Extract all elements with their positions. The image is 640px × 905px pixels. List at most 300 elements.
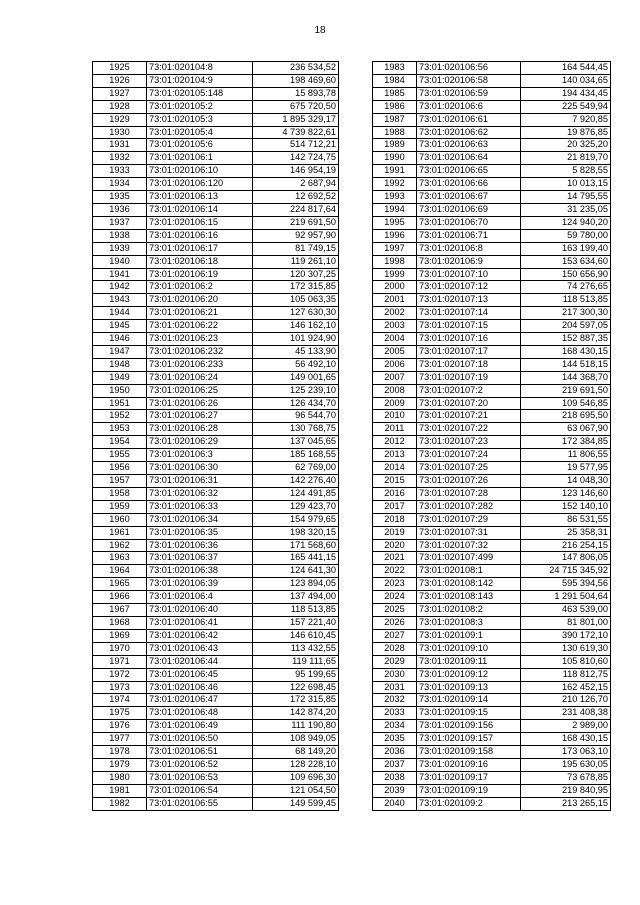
cadastral-number-cell: 73:01:020106:16 [147,229,253,242]
value-cell: 146 610,45 [253,629,339,642]
table-row [373,629,611,642]
table-row [373,784,611,797]
value-cell: 231 408,38 [521,707,611,720]
row-number-cell: 2004 [373,333,417,346]
value-cell: 95 199,65 [253,668,339,681]
table-row [93,216,339,229]
row-number-cell: 2013 [373,449,417,462]
row-number-cell: 1991 [373,165,417,178]
cadastral-number-cell: 73:01:020106:36 [147,539,253,552]
value-cell: 19 577,95 [521,462,611,475]
cadastral-number-cell: 73:01:020106:46 [147,681,253,694]
value-cell: 20 325,20 [521,139,611,152]
row-number-cell: 2010 [373,410,417,423]
row-number-cell: 1968 [93,616,147,629]
table-row [93,113,339,126]
table-row [93,320,339,333]
table-row [373,384,611,397]
row-number-cell: 1966 [93,591,147,604]
row-number-cell: 1990 [373,152,417,165]
cadastral-number-cell: 73:01:020106:35 [147,526,253,539]
cadastral-number-cell: 73:01:020106:120 [147,178,253,191]
cadastral-number-cell: 73:01:020106:55 [147,797,253,810]
table-row [93,591,339,604]
value-cell: 146 162,10 [253,320,339,333]
value-cell: 217 300,30 [521,307,611,320]
cadastral-number-cell: 73:01:020106:30 [147,462,253,475]
table-row [93,758,339,771]
row-number-cell: 1936 [93,203,147,216]
cadastral-number-cell: 73:01:020106:52 [147,758,253,771]
value-cell: 15 893,78 [253,87,339,100]
row-number-cell: 1963 [93,552,147,565]
value-cell: 119 111,65 [253,655,339,668]
row-number-cell: 2026 [373,616,417,629]
row-number-cell: 1964 [93,565,147,578]
row-number-cell: 1943 [93,294,147,307]
table-row [93,462,339,475]
value-cell: 168 430,15 [521,345,611,358]
row-number-cell: 1930 [93,126,147,139]
cadastral-number-cell: 73:01:020106:59 [417,87,521,100]
value-cell: 163 199,40 [521,242,611,255]
row-number-cell: 1945 [93,320,147,333]
row-number-cell: 1925 [93,62,147,75]
value-cell: 157 221,40 [253,616,339,629]
table-row [373,268,611,281]
table-row [373,281,611,294]
value-cell: 86 531,55 [521,513,611,526]
cadastral-number-cell: 73:01:020106:27 [147,410,253,423]
table-row [93,165,339,178]
cadastral-number-cell: 73:01:020107:32 [417,539,521,552]
row-number-cell: 1974 [93,694,147,707]
row-number-cell: 1972 [93,668,147,681]
cadastral-number-cell: 73:01:020107:10 [417,268,521,281]
value-cell: 185 168,55 [253,449,339,462]
cadastral-number-cell: 73:01:020108:3 [417,616,521,629]
table-row [93,178,339,191]
row-number-cell: 1962 [93,539,147,552]
table-row [93,87,339,100]
cadastral-number-cell: 73:01:020106:39 [147,578,253,591]
table-row [373,487,611,500]
row-number-cell: 1995 [373,216,417,229]
row-number-cell: 1929 [93,113,147,126]
row-number-cell: 1981 [93,784,147,797]
cadastral-number-cell: 73:01:020106:54 [147,784,253,797]
row-number-cell: 1956 [93,462,147,475]
table-row [93,397,339,410]
cadastral-number-cell: 73:01:020106:26 [147,397,253,410]
table-row [373,255,611,268]
page-number: 18 [314,25,326,36]
table-row [373,552,611,565]
row-number-cell: 1997 [373,242,417,255]
value-cell: 149 599,45 [253,797,339,810]
cadastral-number-cell: 73:01:020107:26 [417,475,521,488]
value-cell: 172 315,85 [253,694,339,707]
value-cell: 118 513,85 [253,604,339,617]
cadastral-number-cell: 73:01:020106:9 [417,255,521,268]
row-number-cell: 2033 [373,707,417,720]
value-cell: 10 013,15 [521,178,611,191]
row-number-cell: 2015 [373,475,417,488]
row-number-cell: 1940 [93,255,147,268]
value-cell: 109 546,85 [521,397,611,410]
cadastral-number-cell: 73:01:020105:3 [147,113,253,126]
table-row [373,191,611,204]
value-cell: 4 739 822,61 [253,126,339,139]
value-cell: 172 315,85 [253,281,339,294]
value-cell: 172 384,85 [521,436,611,449]
row-number-cell: 2035 [373,733,417,746]
table-row [93,604,339,617]
table-row [373,681,611,694]
cadastral-number-cell: 73:01:020106:44 [147,655,253,668]
cadastral-number-cell: 73:01:020106:233 [147,358,253,371]
cadastral-number-cell: 73:01:020106:64 [417,152,521,165]
cadastral-number-cell: 73:01:020107:14 [417,307,521,320]
value-cell: 118 812,75 [521,668,611,681]
cadastral-number-cell: 73:01:020107:20 [417,397,521,410]
table-row [373,694,611,707]
cadastral-number-cell: 73:01:020106:14 [147,203,253,216]
table-row [93,371,339,384]
table-row [93,655,339,668]
value-cell: 168 430,15 [521,733,611,746]
table-row [93,668,339,681]
value-cell: 12 692,52 [253,191,339,204]
cadastral-number-cell: 73:01:020106:43 [147,642,253,655]
table-row [373,475,611,488]
cadastral-number-cell: 73:01:020106:19 [147,268,253,281]
row-number-cell: 2038 [373,771,417,784]
table-row [373,771,611,784]
value-cell: 14 048,30 [521,475,611,488]
row-number-cell: 1939 [93,242,147,255]
table-row [373,539,611,552]
row-number-cell: 1971 [93,655,147,668]
row-number-cell: 2008 [373,384,417,397]
row-number-cell: 2021 [373,552,417,565]
value-cell: 68 149,20 [253,746,339,759]
table-row [93,552,339,565]
value-cell: 130 619,30 [521,642,611,655]
row-number-cell: 1941 [93,268,147,281]
table-row [373,229,611,242]
table-row [93,513,339,526]
table-row [93,384,339,397]
table-row [93,487,339,500]
value-cell: 1 895 329,17 [253,113,339,126]
table-row [93,191,339,204]
cadastral-number-cell: 73:01:020109:16 [417,758,521,771]
row-number-cell: 2005 [373,345,417,358]
table-row [93,100,339,113]
table-row [373,423,611,436]
cadastral-number-cell: 73:01:020109:1 [417,629,521,642]
row-number-cell: 1979 [93,758,147,771]
value-cell: 21 819,70 [521,152,611,165]
value-cell: 25 358,31 [521,526,611,539]
table-row [93,771,339,784]
row-number-cell: 1967 [93,604,147,617]
row-number-cell: 1985 [373,87,417,100]
value-cell: 123 146,60 [521,487,611,500]
value-cell: 120 307,25 [253,268,339,281]
cadastral-number-cell: 73:01:020107:19 [417,371,521,384]
value-cell: 124 491,85 [253,487,339,500]
table-row [373,165,611,178]
cadastral-number-cell: 73:01:020105:6 [147,139,253,152]
row-number-cell: 1965 [93,578,147,591]
row-number-cell: 1947 [93,345,147,358]
cadastral-number-cell: 73:01:020106:58 [417,74,521,87]
table-row [373,242,611,255]
table-row [93,449,339,462]
table-row [373,526,611,539]
value-cell: 63 067,90 [521,423,611,436]
value-cell: 1 291 504,64 [521,591,611,604]
table-row [373,655,611,668]
value-cell: 62 769,00 [253,462,339,475]
table-row [373,345,611,358]
table-row [373,307,611,320]
row-number-cell: 2020 [373,539,417,552]
value-cell: 390 172,10 [521,629,611,642]
row-number-cell: 1938 [93,229,147,242]
row-number-cell: 1952 [93,410,147,423]
row-number-cell: 1970 [93,642,147,655]
row-number-cell: 1933 [93,165,147,178]
cadastral-number-cell: 73:01:020106:24 [147,371,253,384]
cadastral-number-cell: 73:01:020106:232 [147,345,253,358]
value-cell: 198 320,15 [253,526,339,539]
value-cell: 152 140,10 [521,500,611,513]
cadastral-number-cell: 73:01:020107:31 [417,526,521,539]
cadastral-number-cell: 73:01:020106:40 [147,604,253,617]
cadastral-number-cell: 73:01:020109:156 [417,720,521,733]
value-cell: 108 949,05 [253,733,339,746]
value-cell: 224 817,64 [253,203,339,216]
table-row [373,746,611,759]
table-row [373,720,611,733]
value-cell: 219 691,50 [521,384,611,397]
table-row [93,74,339,87]
table-row [373,294,611,307]
cadastral-number-cell: 73:01:020107:282 [417,500,521,513]
cadastral-number-cell: 73:01:020107:23 [417,436,521,449]
table-row [373,178,611,191]
value-cell: 216 254,15 [521,539,611,552]
table-row [93,307,339,320]
value-cell: 171 568,60 [253,539,339,552]
table-row [373,87,611,100]
row-number-cell: 2024 [373,591,417,604]
cadastral-number-cell: 73:01:020106:70 [417,216,521,229]
row-number-cell: 2027 [373,629,417,642]
row-number-cell: 1969 [93,629,147,642]
value-cell: 24 715 345,92 [521,565,611,578]
cadastral-number-cell: 73:01:020106:6 [417,100,521,113]
cadastral-number-cell: 73:01:020106:8 [417,242,521,255]
row-number-cell: 2000 [373,281,417,294]
value-cell: 124 940,20 [521,216,611,229]
table-row [93,616,339,629]
value-cell: 198 469,60 [253,74,339,87]
cadastral-number-cell: 73:01:020106:13 [147,191,253,204]
cadastral-number-cell: 73:01:020107:29 [417,513,521,526]
cadastral-number-cell: 73:01:020106:23 [147,333,253,346]
table-row [373,462,611,475]
row-number-cell: 2016 [373,487,417,500]
table-row [93,203,339,216]
cadastral-number-cell: 73:01:020109:13 [417,681,521,694]
cadastral-number-cell: 73:01:020107:25 [417,462,521,475]
value-cell: 31 235,05 [521,203,611,216]
cadastral-number-cell: 73:01:020109:17 [417,771,521,784]
cadastral-number-cell: 73:01:020109:19 [417,784,521,797]
value-cell: 147 806,05 [521,552,611,565]
row-number-cell: 2002 [373,307,417,320]
value-cell: 144 368,70 [521,371,611,384]
value-cell: 164 544,45 [521,62,611,75]
row-number-cell: 2029 [373,655,417,668]
row-number-cell: 1977 [93,733,147,746]
cadastral-number-cell: 73:01:020106:38 [147,565,253,578]
cadastral-number-cell: 73:01:020106:1 [147,152,253,165]
value-cell: 2 687,94 [253,178,339,191]
cadastral-number-cell: 73:01:020106:49 [147,720,253,733]
value-cell: 92 957,90 [253,229,339,242]
table-row [93,720,339,733]
cadastral-number-cell: 73:01:020108:1 [417,565,521,578]
row-number-cell: 1948 [93,358,147,371]
table-row [373,604,611,617]
row-number-cell: 2030 [373,668,417,681]
cadastral-number-cell: 73:01:020109:157 [417,733,521,746]
value-cell: 142 874,20 [253,707,339,720]
table-row [93,694,339,707]
row-number-cell: 2018 [373,513,417,526]
value-cell: 219 840,95 [521,784,611,797]
table-row [93,475,339,488]
value-cell: 101 924,90 [253,333,339,346]
value-cell: 125 239,10 [253,384,339,397]
row-number-cell: 1954 [93,436,147,449]
table-row [373,139,611,152]
value-cell: 152 887,35 [521,333,611,346]
row-number-cell: 2034 [373,720,417,733]
table-row [93,152,339,165]
value-cell: 675 720,50 [253,100,339,113]
cadastral-number-cell: 73:01:020106:2 [147,281,253,294]
cadastral-number-cell: 73:01:020106:25 [147,384,253,397]
row-number-cell: 1955 [93,449,147,462]
registry-table-right [372,61,611,811]
row-number-cell: 1927 [93,87,147,100]
value-cell: 5 828,55 [521,165,611,178]
cadastral-number-cell: 73:01:020107:16 [417,333,521,346]
cadastral-number-cell: 73:01:020106:4 [147,591,253,604]
row-number-cell: 1988 [373,126,417,139]
cadastral-number-cell: 73:01:020106:10 [147,165,253,178]
value-cell: 7 920,85 [521,113,611,126]
row-number-cell: 1994 [373,203,417,216]
table-row [373,74,611,87]
value-cell: 173 063,10 [521,746,611,759]
row-number-cell: 2001 [373,294,417,307]
row-number-cell: 1960 [93,513,147,526]
row-number-cell: 1999 [373,268,417,281]
table-row [373,62,611,75]
cadastral-number-cell: 73:01:020106:51 [147,746,253,759]
value-cell: 121 054,50 [253,784,339,797]
cadastral-number-cell: 73:01:020106:41 [147,616,253,629]
value-cell: 142 724,75 [253,152,339,165]
cadastral-number-cell: 73:01:020108:143 [417,591,521,604]
table-row [373,152,611,165]
cadastral-number-cell: 73:01:020106:62 [417,126,521,139]
cadastral-number-cell: 73:01:020104:9 [147,74,253,87]
row-number-cell: 1961 [93,526,147,539]
value-cell: 123 894,05 [253,578,339,591]
row-number-cell: 2028 [373,642,417,655]
value-cell: 96 544,70 [253,410,339,423]
table-row [373,216,611,229]
cadastral-number-cell: 73:01:020106:15 [147,216,253,229]
cadastral-number-cell: 73:01:020106:48 [147,707,253,720]
row-number-cell: 1957 [93,475,147,488]
cadastral-number-cell: 73:01:020106:45 [147,668,253,681]
table-row [373,371,611,384]
value-cell: 150 656,90 [521,268,611,281]
table-row [373,500,611,513]
value-cell: 126 434,70 [253,397,339,410]
cadastral-number-cell: 73:01:020105:148 [147,87,253,100]
value-cell: 146 954,19 [253,165,339,178]
cadastral-number-cell: 73:01:020105:4 [147,126,253,139]
registry-table-left [92,61,339,811]
row-number-cell: 1934 [93,178,147,191]
table-row [93,797,339,810]
row-number-cell: 1982 [93,797,147,810]
row-number-cell: 2040 [373,797,417,810]
row-number-cell: 2025 [373,604,417,617]
registry-table-left-body [93,62,339,811]
cadastral-number-cell: 73:01:020109:158 [417,746,521,759]
table-row [93,707,339,720]
value-cell: 154 979,65 [253,513,339,526]
value-cell: 59 780,00 [521,229,611,242]
value-cell: 45 133,90 [253,345,339,358]
value-cell: 514 712,21 [253,139,339,152]
cadastral-number-cell: 73:01:020106:53 [147,771,253,784]
row-number-cell: 1987 [373,113,417,126]
table-row [373,668,611,681]
cadastral-number-cell: 73:01:020106:29 [147,436,253,449]
table-row [93,500,339,513]
cadastral-number-cell: 73:01:020106:20 [147,294,253,307]
row-number-cell: 2022 [373,565,417,578]
cadastral-number-cell: 73:01:020106:34 [147,513,253,526]
value-cell: 119 261,10 [253,255,339,268]
row-number-cell: 1949 [93,371,147,384]
cadastral-number-cell: 73:01:020106:32 [147,487,253,500]
cadastral-number-cell: 73:01:020107:17 [417,345,521,358]
value-cell: 14 795,55 [521,191,611,204]
